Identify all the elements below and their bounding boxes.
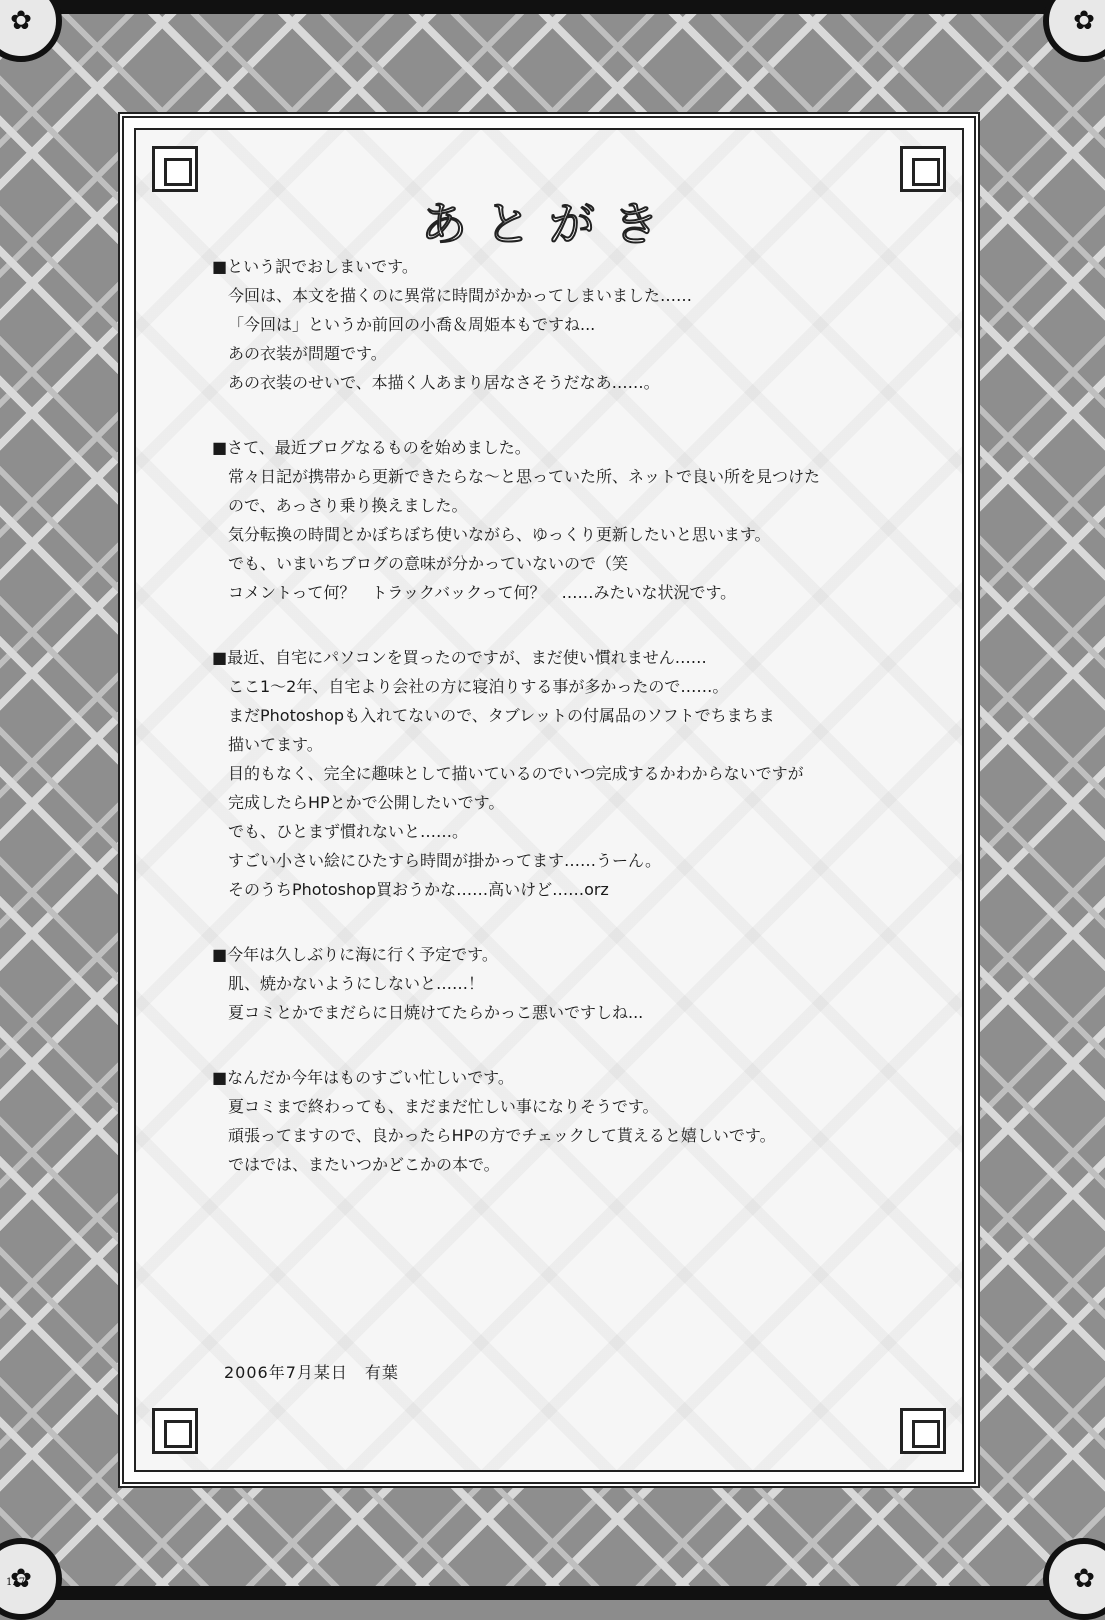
text-line: 夏コミまで終わっても、まだまだ忙しい事になりそうです。	[228, 1097, 659, 1116]
text-line: ■今年は久しぶりに海に行く予定です。	[212, 945, 498, 964]
text-line: 目的もなく、完全に趣味として描いているのでいつ完成するかわからないですが	[228, 764, 804, 783]
text-line: あの衣装のせいで、本描く人あまり居なさそうだなあ……。	[228, 373, 660, 392]
text-line: そのうちPhotoshop買おうかな……高いけど……orz	[228, 880, 609, 899]
text-line: ここ1～2年、自宅より会社の方に寝泊りする事が多かったので……。	[228, 677, 729, 696]
text-frame	[118, 112, 980, 1488]
text-line: ではでは、またいつかどこかの本で。	[228, 1155, 500, 1174]
top-border	[0, 0, 1105, 14]
page-number: 127	[6, 1577, 26, 1588]
text-line: コメントって何？ トラックバックって何？ ……みたいな状況です。	[228, 583, 737, 602]
flower-ornament-icon	[1043, 1538, 1105, 1620]
flower-ornament-icon	[0, 0, 62, 62]
text-panel	[134, 128, 964, 1472]
paragraph	[212, 1063, 892, 1179]
text-line: でも、いまいちブログの意味が分かっていないので（笑	[228, 554, 629, 573]
text-line: 気分転換の時間とかぼちぼち使いながら、ゆっくり更新したいと思います。	[228, 525, 771, 544]
frame-corner-icon	[900, 146, 946, 192]
bottom-border	[0, 1586, 1105, 1600]
text-line: 常々日記が携帯から更新できたらな～と思っていた所、ネットで良い所を見つけた	[228, 467, 821, 486]
text-line: 完成したらHPとかで公開したいです。	[228, 793, 505, 812]
paragraph	[212, 940, 892, 1027]
text-line: 夏コミとかでまだらに日焼けてたらかっこ悪いですしね...	[228, 1003, 644, 1022]
text-line: 描いてます。	[228, 735, 323, 754]
frame-corner-icon	[152, 146, 198, 192]
paragraph	[212, 643, 892, 904]
text-line: 肌、焼かないようにしないと……！	[228, 974, 485, 993]
text-line: ■という訳でおしまいです。	[212, 257, 418, 276]
text-line: ■さて、最近ブログなるものを始めました。	[212, 438, 531, 457]
text-line: 「今回は」というか前回の小喬＆周姫本もですね...	[228, 315, 596, 334]
text-line: ので、あっさり乗り換えました。	[228, 496, 468, 515]
flower-ornament-icon	[1043, 0, 1105, 62]
paragraph	[212, 433, 892, 607]
text-line: あの衣装が問題です。	[228, 344, 387, 363]
afterword-body	[212, 252, 892, 1215]
text-line: まだPhotoshopも入れてないので、タブレットの付属品のソフトでちまちま	[228, 706, 775, 725]
paragraph	[212, 252, 892, 397]
frame-corner-icon	[152, 1408, 198, 1454]
text-line: でも、ひとまず慣れないと……。	[228, 822, 469, 841]
text-line: 頑張ってますので、良かったらHPの方でチェックして貰えると嬉しいです。	[228, 1126, 776, 1145]
text-line: すごい小さい絵にひたすら時間が掛かってます……うーん。	[228, 851, 661, 870]
signature: 2006年7月某日 有葉	[224, 1363, 399, 1382]
text-line: ■最近、自宅にパソコンを買ったのですが、まだ使い慣れません……	[212, 648, 707, 667]
text-line: ■なんだか今年はものすごい忙しいです。	[212, 1068, 514, 1087]
page-title: あとがき	[421, 197, 677, 251]
text-line: 今回は、本文を描くのに異常に時間がかかってしまいました……	[228, 286, 693, 305]
frame-corner-icon	[900, 1408, 946, 1454]
